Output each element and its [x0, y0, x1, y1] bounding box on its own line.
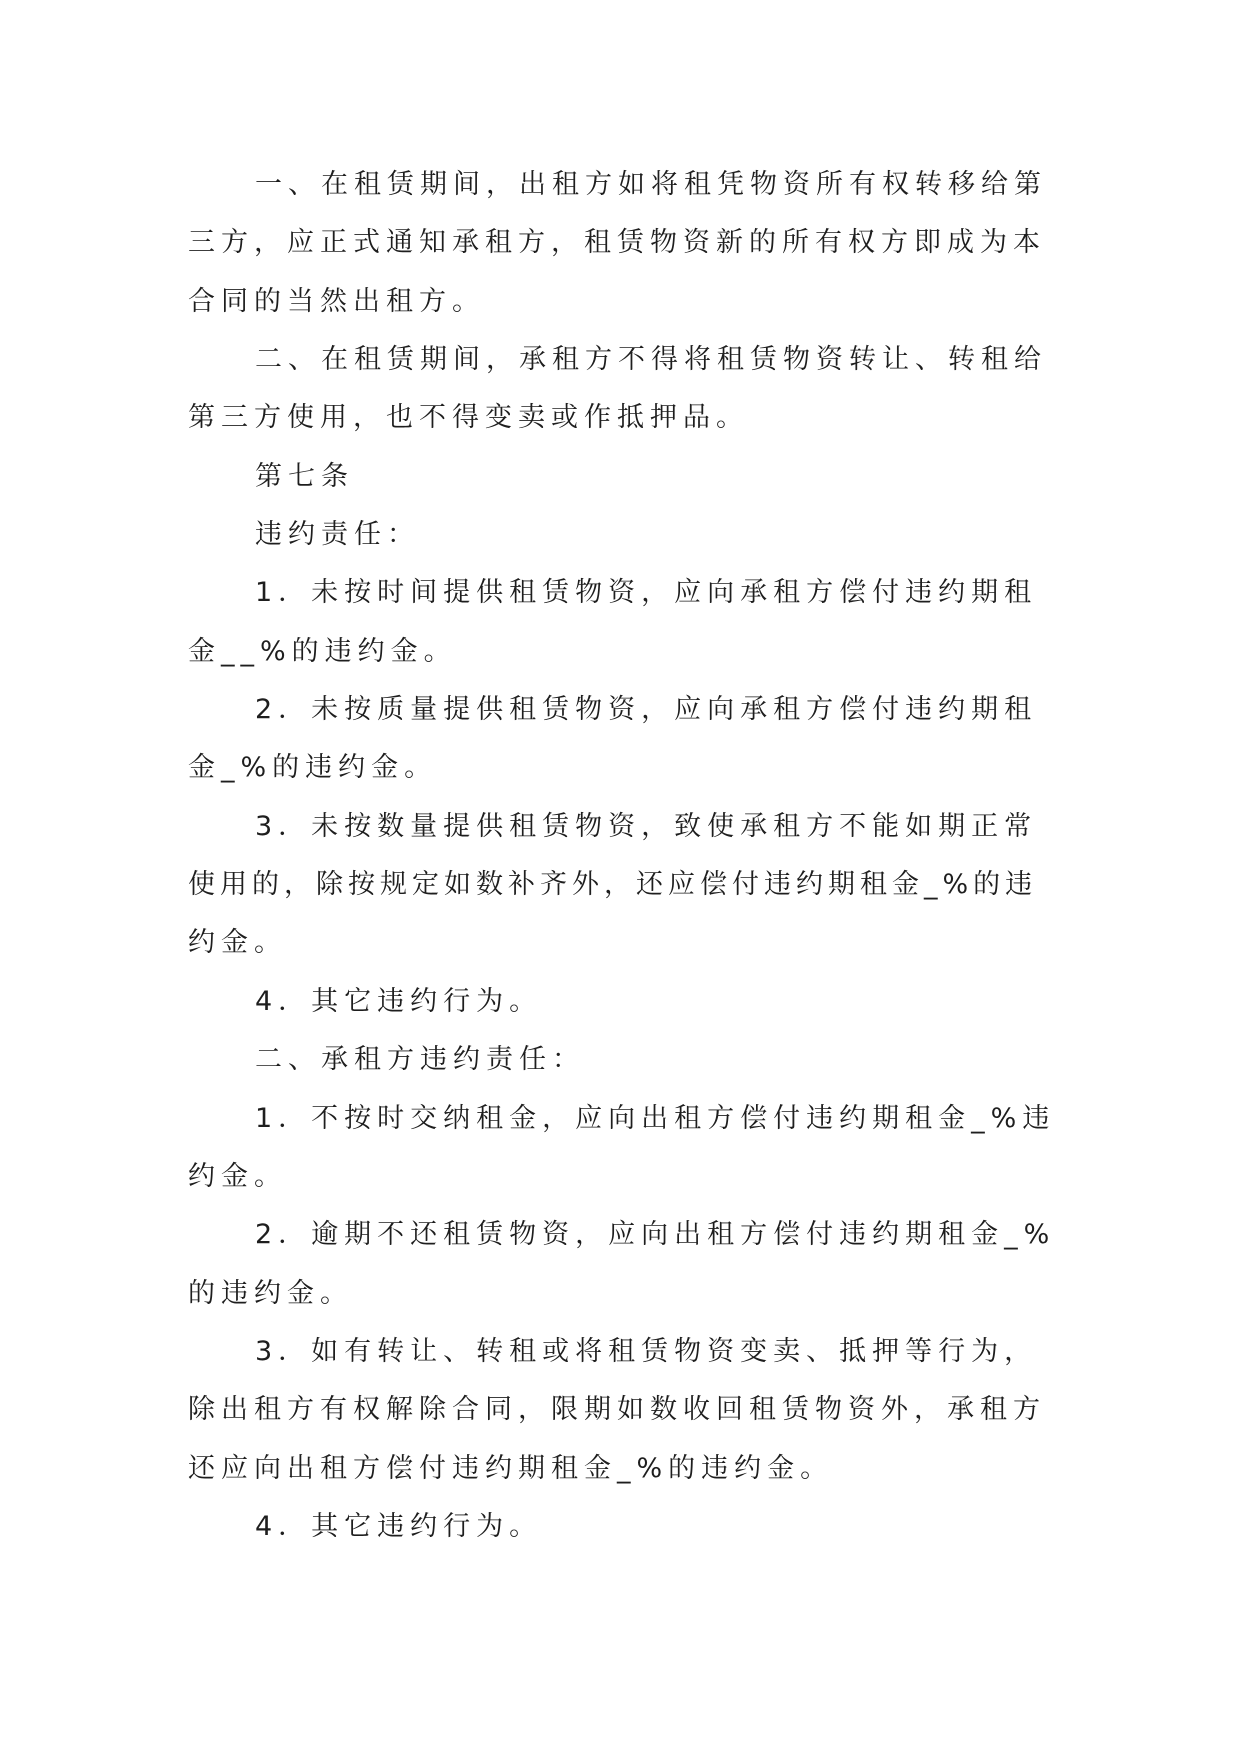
section-heading-liability [188, 506, 1241, 564]
text-line: 4．其它违约行为。 [255, 985, 543, 1017]
text-line: 3．如有转让、转租或将租赁物资变卖、抵押等行为， [255, 1335, 1038, 1367]
text-line: 约金。 [188, 927, 287, 959]
paragraph-no-sublease [188, 331, 1241, 448]
section-heading-lessee-liability [188, 1031, 1241, 1089]
list-item [188, 973, 1241, 1031]
text-line: 1．不按时交纳租金，应向出租方偿付违约期租金_%违 [255, 1102, 1056, 1134]
text-line: 二、在租赁期间，承租方不得将租赁物资转让、转租给 [255, 344, 1047, 376]
text-line: 违约责任： [255, 519, 420, 551]
text-line: 3．未按数量提供租赁物资，致使承租方不能如期正常 [255, 810, 1038, 842]
list-item [188, 1323, 1241, 1498]
list-item [188, 1206, 1241, 1323]
text-line: 2．未按质量提供租赁物资，应向承租方偿付违约期租 [255, 694, 1038, 726]
list-item [188, 681, 1241, 798]
article-heading [188, 448, 1241, 506]
text-line: 合同的当然出租方。 [188, 285, 485, 317]
list-item [188, 1090, 1241, 1207]
list-item [188, 798, 1241, 973]
list-item [188, 564, 1241, 681]
text-line: 金_%的违约金。 [188, 752, 438, 784]
text-line: 约金。 [188, 1160, 287, 1192]
paragraph-transfer-of-ownership [188, 156, 1241, 331]
list-item [188, 1498, 1241, 1556]
text-line: 还应向出租方偿付违约期租金_%的违约金。 [188, 1452, 834, 1484]
text-line: 第七条 [255, 460, 354, 492]
text-line: 2．逾期不还租赁物资，应向出租方偿付违约期租金_% [255, 1219, 1056, 1251]
text-line: 1．未按时间提供租赁物资，应向承租方偿付违约期租 [255, 577, 1038, 609]
text-line: 二、承租方违约责任： [255, 1044, 585, 1076]
text-line: 4．其它违约行为。 [255, 1510, 543, 1542]
text-line: 一、在租赁期间，出租方如将租凭物资所有权转移给第 [255, 169, 1047, 200]
text-line: 金__%的违约金。 [188, 635, 457, 667]
text-line: 的违约金。 [188, 1277, 353, 1309]
text-line: 三方，应正式通知承租方，租赁物资新的所有权方即成为本 [188, 227, 1046, 259]
text-line: 除出租方有权解除合同，限期如数收回租赁物资外，承租方 [188, 1394, 1046, 1426]
text-line: 第三方使用，也不得变卖或作抵押品。 [188, 402, 749, 434]
text-line: 使用的，除按规定如数补齐外，还应偿付违约期租金_%的违 [188, 869, 1038, 901]
